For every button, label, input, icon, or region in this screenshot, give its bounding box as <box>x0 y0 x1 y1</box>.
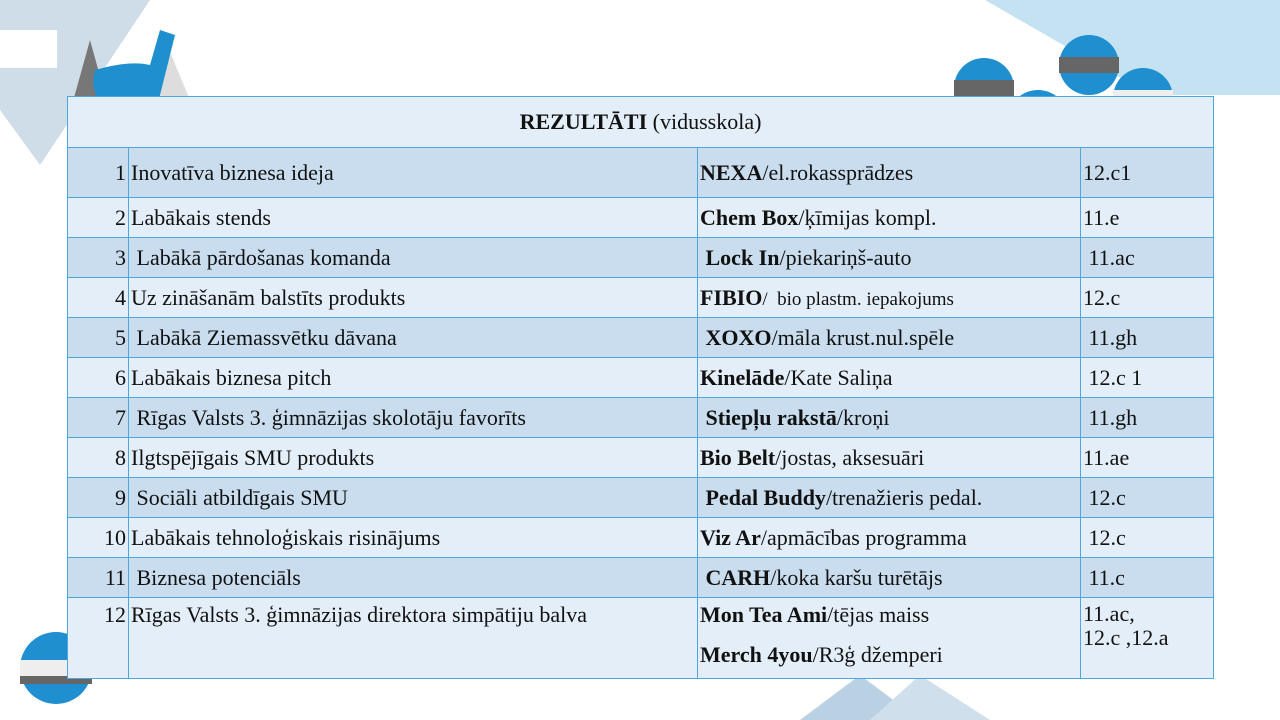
project <box>698 398 1081 438</box>
project <box>698 558 1081 598</box>
award-name: Rīgas Valsts 3. ģimnāzijas direktora simpātiju balva <box>129 598 698 679</box>
rank-number: 2 <box>68 198 129 238</box>
award-name: Labākais biznesa pitch <box>129 358 698 398</box>
project-description: /tējas maiss <box>827 602 930 627</box>
project-description: /el.rokassprādzes <box>762 159 914 185</box>
project-name: Stiepļu rakstā <box>700 404 837 430</box>
project-name: Viz Ar <box>700 524 761 550</box>
class-name: 11.gh <box>1081 318 1214 358</box>
rank-number: 6 <box>68 358 129 398</box>
project <box>698 318 1081 358</box>
award-name: Uz zināšanām balstīts produkts <box>129 278 698 318</box>
table-row <box>68 198 1214 238</box>
project-description: /māla krust.nul.spēle <box>771 324 955 350</box>
project <box>698 198 1081 238</box>
project-name: FIBIO <box>700 284 763 310</box>
project <box>698 478 1081 518</box>
rank-number: 9 <box>68 478 129 518</box>
project <box>698 278 1081 318</box>
project <box>698 438 1081 478</box>
table-row <box>68 318 1214 358</box>
project-name: Lock In <box>700 244 780 270</box>
project-description: / bio plastm. iepakojums <box>762 288 954 310</box>
project-description: /trenažieris pedal. <box>825 484 983 510</box>
title-subtitle: (vidusskola) <box>647 109 762 134</box>
award-name: Biznesa potenciāls <box>129 558 698 598</box>
rank-number: 3 <box>68 238 129 278</box>
project-name: Chem Box <box>700 204 799 230</box>
rank-number: 11 <box>68 558 129 598</box>
table-row <box>68 148 1214 198</box>
project-description: /kroņi <box>836 404 890 430</box>
project-description: /jostas, aksesuāri <box>775 444 925 470</box>
table-row <box>68 518 1214 558</box>
table-row <box>68 398 1214 438</box>
class-name: 11.e <box>1081 198 1214 238</box>
award-name: Labākais stends <box>129 198 698 238</box>
project-name: Pedal Buddy <box>700 484 826 510</box>
project <box>698 358 1081 398</box>
award-name: Sociāli atbildīgais SMU <box>129 478 698 518</box>
white-block <box>0 30 57 68</box>
table-row <box>68 238 1214 278</box>
table-row <box>68 598 1214 679</box>
class-name: 11.ae <box>1081 438 1214 478</box>
project-description: /ķīmijas kompl. <box>798 204 937 230</box>
award-name: Inovatīva biznesa ideja <box>129 148 698 198</box>
project <box>698 238 1081 278</box>
award-name: Labākā Ziemassvētku dāvana <box>129 318 698 358</box>
rank-number: 12 <box>68 598 129 679</box>
results-table <box>67 96 1214 679</box>
project-name: NEXA <box>700 159 763 185</box>
project-name: Mon Tea Ami <box>700 602 828 627</box>
class-name: 12.c <box>1081 478 1214 518</box>
class-line: 12.c ,12.a <box>1083 625 1169 651</box>
project-description: /apmācības programma <box>760 524 967 550</box>
table-row <box>68 478 1214 518</box>
award-name: Rīgas Valsts 3. ģimnāzijas skolotāju favorīts <box>129 398 698 438</box>
table-row <box>68 358 1214 398</box>
project-name: Bio Belt <box>700 444 776 470</box>
rank-number: 7 <box>68 398 129 438</box>
table-title <box>68 97 1214 148</box>
project-name: XOXO <box>700 324 772 350</box>
project <box>698 598 1081 679</box>
project-description: /koka karšu turētājs <box>770 564 943 590</box>
table-row <box>68 278 1214 318</box>
class-name: 11.ac <box>1081 238 1214 278</box>
award-name: Labākais tehnoloģiskais risinājums <box>129 518 698 558</box>
class-line: 11.ac, <box>1083 601 1135 626</box>
table-title-row <box>68 97 1214 148</box>
rank-number: 1 <box>68 148 129 198</box>
class-name: 11.c <box>1081 558 1214 598</box>
rank-number: 4 <box>68 278 129 318</box>
project-name: Kinelāde <box>700 364 785 390</box>
award-name: Labākā pārdošanas komanda <box>129 238 698 278</box>
class-name: 12.c <box>1081 518 1214 558</box>
project-name: Merch 4you <box>700 642 813 668</box>
project-description: /R3ģ džemperi <box>812 642 943 668</box>
class-name: 12.c <box>1081 278 1214 318</box>
title-bold: REZULTĀTI <box>519 109 648 134</box>
rank-number: 5 <box>68 318 129 358</box>
project-description: /Kate Saliņa <box>784 364 893 390</box>
project-description: /piekariņš-auto <box>779 244 912 270</box>
class-name: 11.gh <box>1081 398 1214 438</box>
award-name: Ilgtspējīgais SMU produkts <box>129 438 698 478</box>
project <box>698 518 1081 558</box>
project-name: CARH <box>700 564 771 590</box>
class-name: 12.c 1 <box>1081 358 1214 398</box>
class-name: 12.c1 <box>1081 148 1214 198</box>
project <box>698 148 1081 198</box>
table-row <box>68 438 1214 478</box>
class-name <box>1081 598 1214 679</box>
table-row <box>68 558 1214 598</box>
rank-number: 10 <box>68 518 129 558</box>
rank-number: 8 <box>68 438 129 478</box>
